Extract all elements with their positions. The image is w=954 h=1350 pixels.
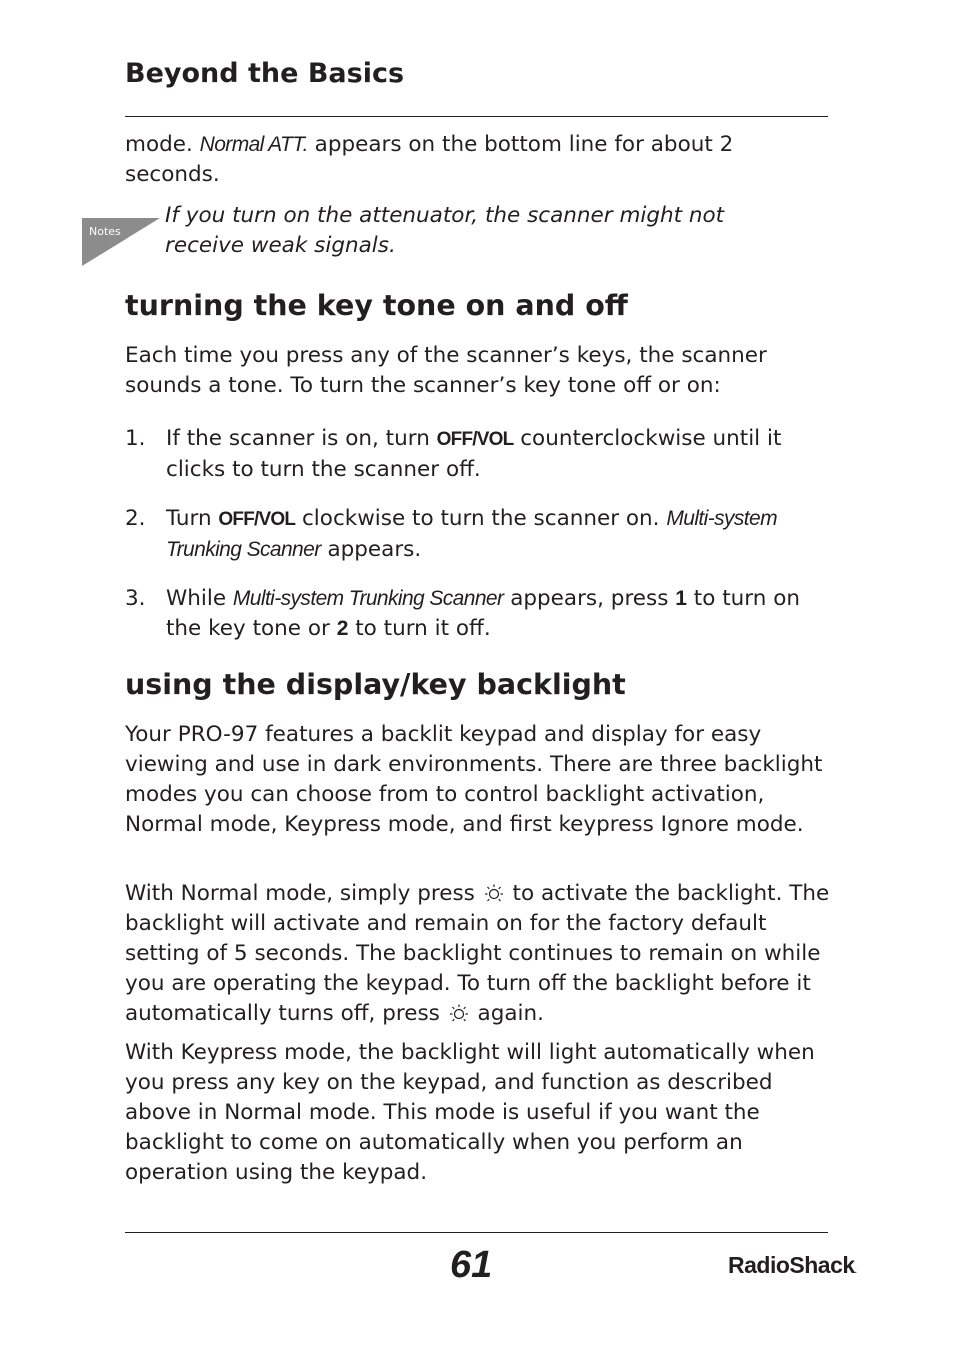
intro-italic: Normal ATT. xyxy=(199,133,308,156)
notes-badge-shape xyxy=(80,214,162,268)
light-icon xyxy=(484,882,504,902)
header-rule xyxy=(125,116,828,117)
step-number: 3. xyxy=(125,586,146,611)
key-label: 1 xyxy=(675,587,687,610)
step-text: While xyxy=(166,586,233,611)
step-text: Turn xyxy=(166,506,219,531)
notes-badge-label: Notes xyxy=(89,225,121,238)
paragraph-text: With Normal mode, simply press xyxy=(125,881,482,906)
step-1 xyxy=(125,424,825,485)
brand-logo xyxy=(728,1252,856,1279)
step-text: to turn it off. xyxy=(348,616,491,641)
intro-text-post: appears on the bottom line for about 2 seconds. xyxy=(125,132,734,187)
brand-mark: . xyxy=(854,1266,857,1275)
intro-paragraph xyxy=(125,130,825,190)
backlight-paragraph-2 xyxy=(125,879,830,1029)
step-number: 1. xyxy=(125,426,146,451)
key-label: OFF/VOL xyxy=(218,509,296,530)
intro-text-pre: mode. xyxy=(125,132,200,157)
light-icon xyxy=(449,1002,469,1022)
key-tone-heading: turning the key tone on and off xyxy=(125,289,628,322)
step-text: counterclockwise until it clicks to turn the scanner off. xyxy=(166,426,782,482)
page-number: 61 xyxy=(450,1244,493,1286)
step-text: If the scanner is on, turn xyxy=(166,426,437,451)
key-tone-intro: Each time you press any of the scanner’s keys, the scanner sounds a tone. To turn the scanner’s key tone off or on: xyxy=(125,343,767,398)
step-text: to turn on the key tone or xyxy=(166,586,800,641)
key-label: 2 xyxy=(336,617,349,640)
backlight-heading: using the display/key backlight xyxy=(125,668,626,701)
note-text: If you turn on the attenuator, the scanner might not receive weak signals. xyxy=(165,203,725,258)
step-number: 2. xyxy=(125,506,146,531)
section-title: Beyond the Basics xyxy=(125,58,405,89)
step-text: appears, press xyxy=(503,586,676,611)
step-text: appears. xyxy=(320,537,422,562)
notes-badge xyxy=(80,214,162,268)
step-3 xyxy=(125,584,825,644)
paragraph-text: again. xyxy=(470,1001,544,1026)
brand-name: RadioShack xyxy=(728,1252,855,1278)
footer-rule xyxy=(125,1232,828,1233)
display-message: Multi-system Trunking Scanner xyxy=(232,587,504,610)
step-text: clockwise to turn the scanner on. xyxy=(295,506,667,531)
backlight-paragraph-1: Your PRO-97 features a backlit keypad and display for easy viewing and use in dark environments. There are three backlight modes you can choose from to control backlight activation, Normal mode, Keypress mode, and first keypress Ignore mode. xyxy=(125,722,823,837)
backlight-paragraph-3: With Keypress mode, the backlight will light automatically when you press any key on the keypad, and function as described above in Normal mode. This mode is useful if you want the backlight to come on automatically when you perform an operation using the keypad. xyxy=(125,1040,815,1185)
display-message: Multi-system Trunking Scanner xyxy=(166,507,777,561)
paragraph-text: to activate the backlight. The backlight will activate and remain on for the factory default setting of 5 seconds. The backlight continues to remain on while you are operating the keypad. To turn off the backlight before it automatically turns off, press xyxy=(125,881,830,1026)
key-label: OFF/VOL xyxy=(436,429,514,450)
step-2 xyxy=(125,504,825,565)
